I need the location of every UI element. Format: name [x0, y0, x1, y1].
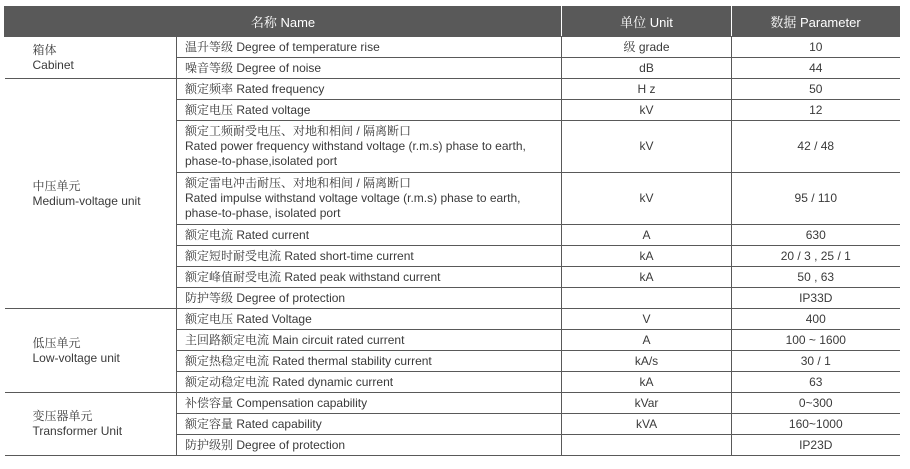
unit-cell	[562, 288, 732, 309]
table-row	[5, 393, 900, 414]
item-en: Rated capability	[236, 416, 322, 431]
unit-cell: kVar	[562, 393, 732, 414]
group-label-en: Transformer Unit	[32, 424, 123, 438]
item-en: Degree of noise	[236, 60, 322, 75]
value-cell: 100 ~ 1600	[732, 330, 900, 351]
header-name: 名称 Name	[5, 7, 562, 37]
value-cell: 42 / 48	[732, 121, 900, 173]
item-cell	[177, 393, 562, 414]
unit-cell: kVA	[562, 414, 732, 435]
header-unit: 单位 Unit	[562, 7, 732, 37]
value-cell: IP23D	[732, 435, 900, 456]
item-zh: 额定热稳定电流	[185, 353, 270, 368]
item-cell	[177, 79, 562, 100]
unit-cell: 级 grade	[562, 37, 732, 58]
item-cell	[177, 330, 562, 351]
table-row	[5, 37, 900, 58]
spec-table	[4, 6, 900, 456]
unit-cell: A	[562, 225, 732, 246]
table-row	[5, 309, 900, 330]
spec-table-container	[4, 6, 903, 456]
table-row	[5, 79, 900, 100]
item-cell	[177, 414, 562, 435]
value-cell: 50	[732, 79, 900, 100]
group-low-voltage	[5, 309, 177, 393]
group-label-zh: 中压单元	[32, 178, 81, 193]
item-cell	[177, 309, 562, 330]
item-zh: 额定频率	[185, 81, 234, 96]
group-label-en: Low-voltage unit	[32, 350, 120, 365]
unit-cell: V	[562, 309, 732, 330]
item-cell	[177, 173, 562, 225]
unit-cell: kV	[562, 100, 732, 121]
value-cell: 12	[732, 100, 900, 121]
item-cell	[177, 121, 562, 173]
item-cell	[177, 372, 562, 393]
unit-cell: kA	[562, 246, 732, 267]
item-zh: 额定短时耐受电流	[185, 248, 282, 263]
item-en: Rated current	[236, 227, 310, 242]
item-zh: 额定电压	[185, 102, 234, 117]
value-cell: 20 / 3 , 25 / 1	[732, 246, 900, 267]
unit-cell: kA	[562, 267, 732, 288]
item-zh: 补偿容量	[185, 395, 234, 410]
item-en: Rated thermal stability current	[272, 353, 432, 368]
item-zh: 防护级别	[185, 437, 234, 452]
value-cell: 0~300	[732, 393, 900, 414]
group-transformer	[5, 393, 177, 456]
item-en: Main circuit rated current	[272, 332, 405, 347]
unit-cell: dB	[562, 58, 732, 79]
group-cabinet	[5, 37, 177, 79]
value-cell: 50 , 63	[732, 267, 900, 288]
item-cell	[177, 267, 562, 288]
header-parameter: 数据 Parameter	[732, 7, 900, 37]
item-en: Degree of temperature rise	[236, 39, 380, 54]
item-en: Degree of protection	[236, 290, 346, 305]
unit-cell: kA	[562, 372, 732, 393]
item-en: Rated peak withstand current	[284, 269, 441, 284]
item-zh: 主回路额定电流	[185, 332, 270, 347]
item-en: Rated short-time current	[284, 248, 414, 263]
item-en: Compensation capability	[236, 395, 368, 410]
value-cell: 95 / 110	[732, 173, 900, 225]
unit-cell: H z	[562, 79, 732, 100]
value-cell: 630	[732, 225, 900, 246]
item-en: Rated power frequency withstand voltage (r.m.s) phase to earth, phase-to-phase,isolated port	[185, 139, 526, 168]
group-label-zh: 低压单元	[32, 335, 81, 350]
item-en: Degree of protection	[236, 437, 346, 452]
item-cell	[177, 100, 562, 121]
value-cell: IP33D	[732, 288, 900, 309]
group-label-zh: 变压器单元	[32, 409, 93, 423]
unit-cell: A	[562, 330, 732, 351]
item-cell	[177, 351, 562, 372]
group-label-en: Cabinet	[32, 57, 74, 72]
item-cell	[177, 58, 562, 79]
item-en: Rated frequency	[236, 81, 325, 96]
item-zh: 防护等级	[185, 290, 234, 305]
item-cell	[177, 246, 562, 267]
value-cell: 44	[732, 58, 900, 79]
unit-cell: kV	[562, 121, 732, 173]
value-cell: 63	[732, 372, 900, 393]
group-label-zh: 箱体	[32, 42, 57, 57]
item-zh: 额定电压	[185, 311, 234, 326]
value-cell: 10	[732, 37, 900, 58]
item-zh: 额定容量	[185, 416, 234, 431]
value-cell: 30 / 1	[732, 351, 900, 372]
item-zh: 噪音等级	[185, 60, 234, 75]
item-zh: 额定雷电冲击耐压、对地和相间 / 隔离断口	[185, 176, 412, 190]
unit-cell	[562, 435, 732, 456]
item-zh: 温升等级	[185, 39, 234, 54]
item-cell	[177, 37, 562, 58]
item-en: Rated dynamic current	[272, 374, 394, 389]
unit-cell: kA/s	[562, 351, 732, 372]
item-zh: 额定动稳定电流	[185, 374, 270, 389]
value-cell: 160~1000	[732, 414, 900, 435]
header-row	[5, 7, 900, 37]
item-cell	[177, 435, 562, 456]
group-medium-voltage	[5, 79, 177, 309]
item-zh: 额定工频耐受电压、对地和相间 / 隔离断口	[185, 124, 412, 138]
item-cell	[177, 225, 562, 246]
value-cell: 400	[732, 309, 900, 330]
group-label-en: Medium-voltage unit	[32, 193, 141, 208]
item-cell	[177, 288, 562, 309]
unit-cell: kV	[562, 173, 732, 225]
item-zh: 额定电流	[185, 227, 234, 242]
item-en: Rated voltage	[236, 102, 311, 117]
item-zh: 额定峰值耐受电流	[185, 269, 282, 284]
item-en: Rated impulse withstand voltage voltage (r.m.s) phase to earth, phase-to-phase, isolated port	[185, 191, 521, 220]
item-en: Rated Voltage	[236, 311, 312, 326]
